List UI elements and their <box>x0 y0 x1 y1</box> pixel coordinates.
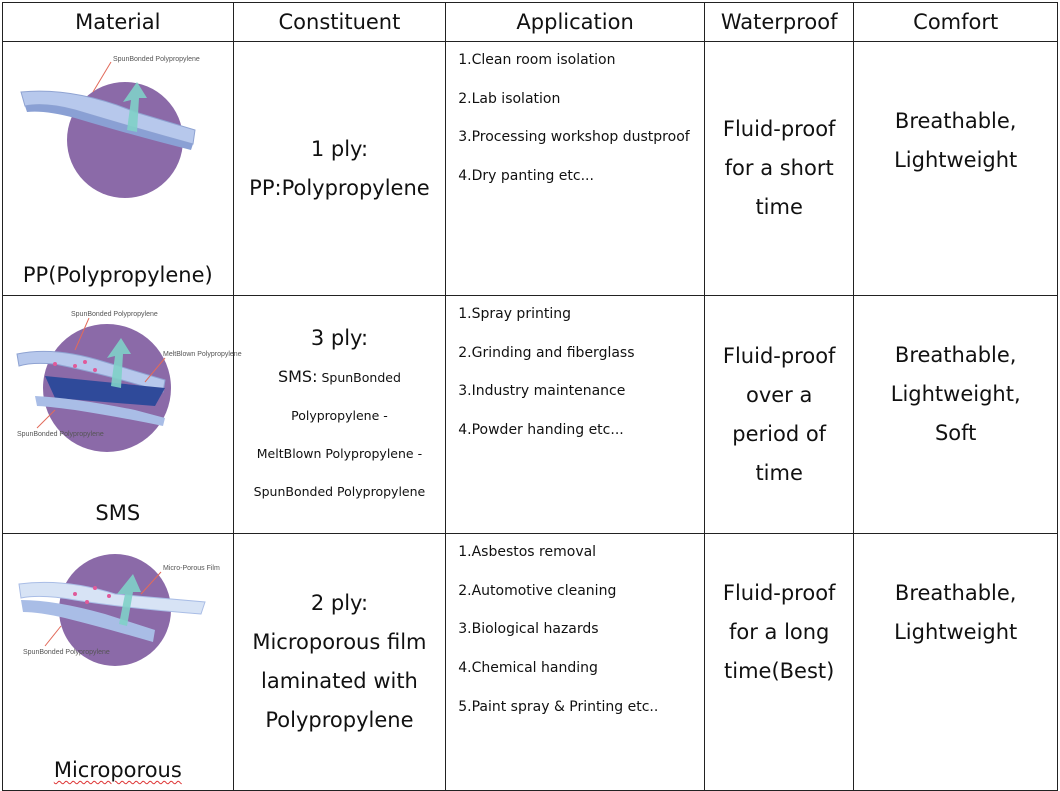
comfort-line: Lightweight <box>894 620 1018 644</box>
comfort-line: Breathable, <box>894 581 1017 605</box>
waterproof-line: Fluid-proof <box>722 343 836 368</box>
application-item: 4.Dry panting etc... <box>458 168 594 185</box>
material-name: SMS <box>95 501 141 525</box>
constituent-line: Polypropylene <box>265 708 414 732</box>
constituent-line: MeltBlown Polypropylene - <box>256 445 423 461</box>
material-cell <box>3 296 242 534</box>
waterproof-cell <box>704 42 853 296</box>
material-cell <box>3 534 234 791</box>
waterproof-cell <box>704 296 853 534</box>
waterproof-line: time <box>755 195 803 219</box>
svg-text:SpunBonded Polypropylene: SpunBonded Polypropylene <box>71 311 158 318</box>
material-cell <box>3 42 234 296</box>
material-name: PP(Polypropylene) <box>22 263 213 287</box>
table-row <box>3 296 1058 534</box>
comfort-line: Soft <box>934 421 977 445</box>
application-item: 2.Automotive cleaning <box>458 582 617 599</box>
comfort-line: Breathable, <box>894 109 1017 133</box>
application-item: 1.Clean room isolation <box>458 52 616 68</box>
comfort-line: Lightweight <box>894 148 1018 172</box>
svg-text:Micro-Porous Film: Micro-Porous Film <box>163 565 220 572</box>
constituent-cell <box>233 42 446 296</box>
comfort-cell <box>854 42 1058 296</box>
header-row <box>3 3 1058 42</box>
application-item: 1.Spray printing <box>458 306 571 322</box>
table-row <box>3 42 1058 296</box>
table-row <box>3 534 1058 791</box>
application-item: 3.Processing workshop dustproof <box>458 129 690 146</box>
constituent-prefix: SMS: <box>277 366 318 386</box>
ply-count: 3 ply: <box>310 325 369 350</box>
constituent-line: PP:Polypropylene <box>249 175 430 200</box>
header-comfort: Comfort <box>854 3 1058 42</box>
svg-text:SpunBonded Polypropylene: SpunBonded Polypropylene <box>17 431 104 438</box>
waterproof-line: Fluid-proof <box>722 581 836 605</box>
comfort-cell <box>854 296 1058 534</box>
sms-fabric-illustration <box>15 306 242 456</box>
comfort-line: Lightweight, <box>890 382 1021 406</box>
application-item: 4.Chemical handing <box>458 660 598 677</box>
ply-count: 2 ply: <box>310 591 369 615</box>
ply-count: 1 ply: <box>310 136 369 161</box>
comfort-cell <box>854 534 1058 791</box>
constituent-cell <box>233 534 446 791</box>
waterproof-cell <box>704 534 853 791</box>
application-item: 3.Biological hazards <box>458 621 599 638</box>
constituent-line: laminated with <box>260 669 418 693</box>
header-material: Material <box>3 3 234 42</box>
application-item: 2.Grinding and fiberglass <box>458 344 635 361</box>
application-item: 5.Paint spray & Printing etc.. <box>458 698 659 715</box>
constituent-cell <box>233 296 446 534</box>
microporous-fabric-illustration <box>15 544 220 694</box>
waterproof-line: time(Best) <box>724 659 835 683</box>
comfort-line: Breathable, <box>894 343 1017 367</box>
header-application: Application <box>446 3 705 42</box>
material-name: Microporous <box>53 758 182 782</box>
svg-text:SpunBonded Polypropylene: SpunBonded Polypropylene <box>23 649 110 656</box>
waterproof-line: for a short <box>724 156 834 180</box>
waterproof-line: Fluid-proof <box>722 117 836 141</box>
application-cell <box>446 42 705 296</box>
application-item: 1.Asbestos removal <box>458 544 597 560</box>
header-constituent: Constituent <box>233 3 446 42</box>
svg-text:MeltBlown Polypropylene: MeltBlown Polypropylene <box>163 351 242 358</box>
constituent-line: SpunBonded Polypropylene <box>253 483 426 499</box>
pp-fabric-illustration <box>15 52 220 202</box>
header-waterproof: Waterproof <box>704 3 853 42</box>
waterproof-line: period of <box>732 421 827 446</box>
waterproof-line: for a long <box>728 620 830 644</box>
material-comparison-table <box>2 2 1058 791</box>
constituent-line: Microporous film <box>252 630 427 654</box>
application-cell <box>446 296 705 534</box>
waterproof-line: time <box>755 460 803 485</box>
application-item: 2.Lab isolation <box>458 90 561 107</box>
application-item: 4.Powder handing etc... <box>458 422 624 439</box>
svg-text:SpunBonded Polypropylene: SpunBonded Polypropylene <box>113 56 200 63</box>
waterproof-line: over a <box>745 382 813 407</box>
constituent-line: SpunBonded Polypropylene - <box>291 369 401 423</box>
application-item: 3.Industry maintenance <box>458 383 626 400</box>
application-cell <box>446 534 705 791</box>
